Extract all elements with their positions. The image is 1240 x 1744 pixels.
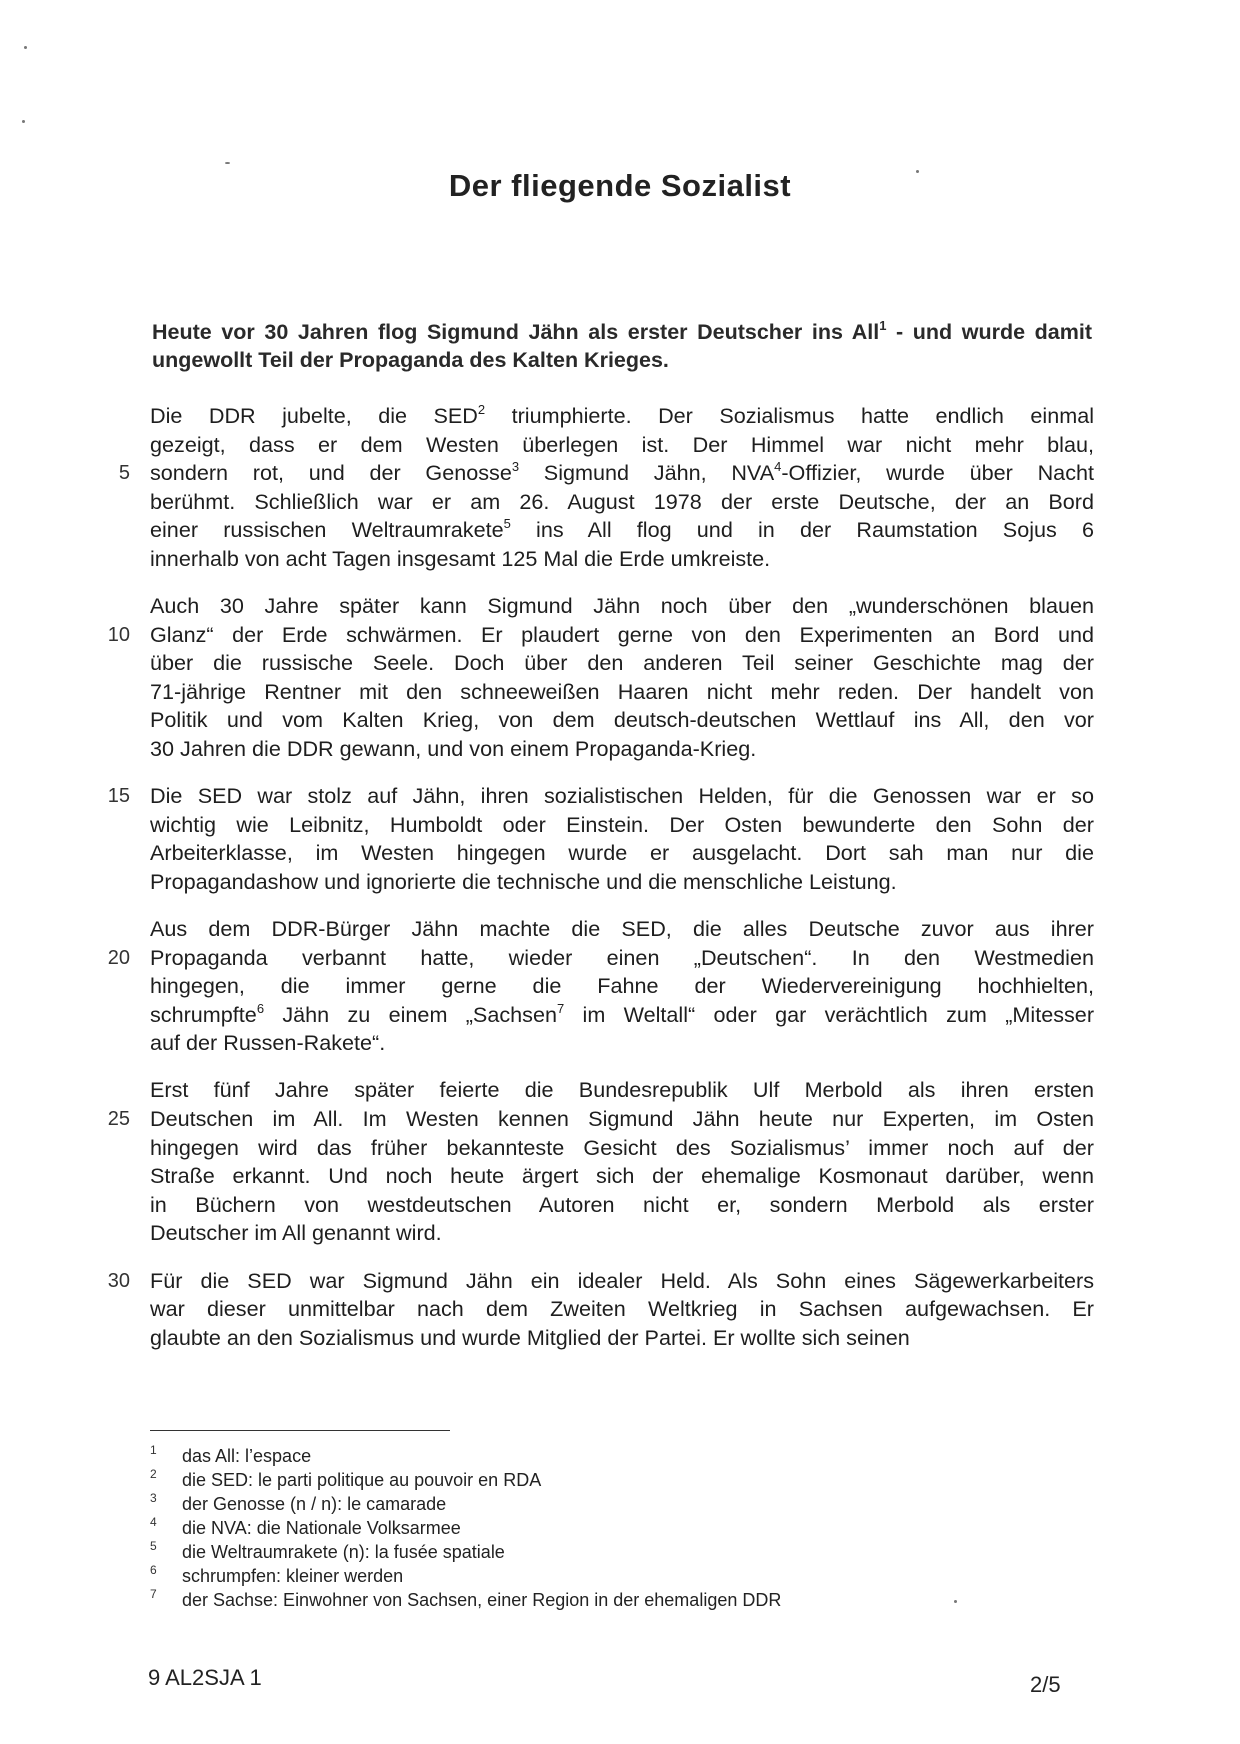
footnote-ref: 6	[256, 1000, 265, 1016]
footnote-text: der Genosse (n / n): le camarade	[182, 1494, 447, 1514]
line-text: Aus dem DDR-Bürger Jähn machte die SED, die alles Deutsche zuvor aus ihrer	[150, 916, 1094, 941]
line-text: Politik und vom Kalten Krieg, von dem deutsch-deutschen Wettlauf ins All, den vor	[150, 707, 1094, 733]
text-line	[150, 839, 1094, 868]
text-line	[150, 1191, 1094, 1220]
line-text: Glanz“ der Erde schwärmen. Er plaudert gerne von den Experimenten an Bord und	[150, 621, 1094, 647]
text-line	[150, 735, 1094, 764]
footnote-text: die NVA: die Nationale Volksarmee	[182, 1518, 461, 1538]
footnote-text: das All: l’espace	[182, 1446, 312, 1466]
text-line	[150, 1076, 1094, 1105]
text-line	[107, 1105, 1094, 1134]
text-line	[150, 545, 1094, 574]
footnote	[150, 1468, 950, 1492]
article-body	[107, 402, 1095, 1371]
line-text: Die SED war stolz auf Jähn, ihren sozialistischen Helden, für die Genossen war er so	[150, 783, 1094, 809]
lead-text: - und wurde damit ungewollt Teil der Propaganda des Kalten Krieges.	[152, 320, 1092, 372]
line-text: Jähn zu einem „Sachsen	[264, 1001, 557, 1027]
line-text: Deutscher im All genannt wird.	[150, 1220, 442, 1246]
line-text: Propagandashow und ignorierte die technische und die menschliche Leistung.	[150, 868, 897, 894]
line-text: über die russische Seele. Doch über den anderen Teil seiner Geschichte mag der	[150, 650, 1094, 676]
page-number: 2/5	[1030, 1672, 1061, 1697]
line-number: 25	[107, 1108, 130, 1131]
footnote	[150, 1540, 950, 1564]
text-line	[150, 1162, 1094, 1191]
body-paragraph	[118, 402, 1095, 574]
line-number: 20	[107, 946, 130, 969]
footnote	[150, 1588, 950, 1612]
text-line	[150, 1134, 1094, 1163]
lead-paragraph	[152, 318, 1092, 374]
body-paragraph	[107, 782, 1094, 896]
line-text: Straße erkannt. Und noch heute ärgert sich der ehemalige Kosmonaut darüber, wenn	[150, 1163, 1094, 1189]
line-text: glaubte an den Sozialismus und wurde Mitglied der Partei. Er wollte sich seinen	[150, 1324, 910, 1350]
text-line	[150, 1219, 1094, 1248]
footnote-number: 6	[150, 1563, 157, 1577]
footnote-ref: 2	[477, 402, 486, 417]
text-line	[150, 488, 1094, 517]
text-line	[150, 592, 1094, 621]
line-text: berühmt. Schließlich war er am 26. August 1978 der erste Deutsche, der an Bord	[150, 488, 1094, 514]
footnote-number: 1	[150, 1443, 157, 1457]
footnote-ref: 5	[503, 516, 511, 532]
line-text: auf der Russen-Rakete“.	[150, 1030, 386, 1056]
text-line	[150, 649, 1094, 678]
line-text: sondern rot, und der Genosse	[150, 460, 512, 486]
text-line	[150, 1324, 1094, 1353]
text-line	[107, 944, 1094, 973]
line-text: Für die SED war Sigmund Jähn ein idealer Held. Als Sohn eines Sägewerkarbeiters	[150, 1267, 1094, 1293]
text-line	[150, 1295, 1094, 1324]
line-text: innerhalb von acht Tagen insgesamt 125 Mal die Erde umkreiste.	[150, 545, 771, 571]
line-text: gezeigt, dass er dem Westen überlegen ist. Der Himmel war nicht mehr blau,	[150, 431, 1094, 457]
text-line	[150, 706, 1094, 735]
scan-speck	[22, 120, 25, 123]
footnote-ref: 3	[511, 459, 520, 475]
footnote-number: 5	[150, 1539, 157, 1553]
footnote-text: schrumpfen: kleiner werden	[182, 1566, 404, 1586]
line-text: -Offizier, wurde über Nacht	[781, 460, 1094, 486]
line-text: wichtig wie Leibnitz, Humboldt oder Einstein. Der Osten bewunderte den Sohn der	[150, 811, 1094, 837]
footnote-text: die Weltraumrakete (n): la fusée spatiale	[182, 1542, 505, 1562]
footnote-ref: 7	[556, 1000, 565, 1016]
body-paragraph	[107, 592, 1094, 764]
footnote-ref: 4	[774, 459, 782, 475]
footnote-divider	[150, 1430, 450, 1431]
text-line	[107, 782, 1094, 811]
text-line	[150, 516, 1094, 545]
text-line	[107, 621, 1094, 650]
line-text: triumphierte. Der Sozialismus hatte endlich einmal	[485, 403, 1095, 428]
line-number: 10	[107, 623, 130, 646]
body-paragraph	[107, 915, 1095, 1058]
text-line	[150, 431, 1094, 460]
body-paragraph	[107, 1076, 1094, 1248]
text-line	[107, 1267, 1094, 1296]
footnote-text: die SED: le parti politique au pouvoir en RDA	[182, 1470, 542, 1490]
line-text: im Weltall“ oder gar verächtlich zum „Mitesser	[564, 1001, 1095, 1027]
scan-speck	[24, 46, 27, 49]
line-text: ins All flog und in der Raumstation Sojus 6	[510, 517, 1094, 543]
line-number: 30	[107, 1269, 130, 1292]
footnotes-list	[150, 1444, 950, 1612]
text-line	[150, 972, 1094, 1001]
line-text: Deutschen im All. Im Westen kennen Sigmund Jähn heute nur Experten, im Osten	[150, 1106, 1094, 1132]
scan-speck	[225, 162, 230, 164]
line-text: in Büchern von westdeutschen Autoren nicht er, sondern Merbold als erster	[150, 1191, 1094, 1217]
line-text: Erst fünf Jahre später feierte die Bundesrepublik Ulf Merbold als ihren ersten	[150, 1077, 1094, 1103]
line-text: Arbeiterklasse, im Westen hingegen wurde er ausgelacht. Dort sah man nur die	[150, 840, 1094, 866]
line-text: war dieser unmittelbar nach dem Zweiten Weltkrieg in Sachsen aufgewachsen. Er	[150, 1296, 1094, 1322]
footnote-text: der Sachse: Einwohner von Sachsen, einer Region in der ehemaligen DDR	[182, 1590, 782, 1610]
text-line	[150, 868, 1094, 897]
text-line	[150, 915, 1094, 944]
text-line	[150, 811, 1094, 840]
line-text: Die DDR jubelte, die SED	[150, 403, 478, 428]
text-line	[150, 1001, 1094, 1030]
footnote	[150, 1492, 950, 1516]
footnote	[150, 1444, 950, 1468]
line-text: einer russischen Weltraumrakete	[150, 517, 504, 543]
scan-speck	[916, 170, 919, 173]
body-paragraph	[107, 1267, 1094, 1353]
line-text: 71-jährige Rentner mit den schneeweißen Haaren nicht mehr reden. Der handelt von	[150, 678, 1094, 704]
line-text: 30 Jahren die DDR gewann, und von einem Propaganda-Krieg.	[150, 736, 757, 762]
footnote-number: 3	[150, 1491, 157, 1505]
footnote-number: 7	[150, 1587, 157, 1601]
article-title: Der fliegende Sozialist	[448, 168, 792, 203]
line-text: schrumpfte	[150, 1001, 257, 1027]
line-text: hingegen wird das früher bekannteste Gesicht des Sozialismus’ immer noch auf der	[150, 1134, 1094, 1160]
text-line	[150, 402, 1094, 431]
text-line	[118, 459, 1094, 488]
scan-speck	[954, 1600, 957, 1603]
lead-text: Heute vor 30 Jahren flog Sigmund Jähn als erster Deutscher ins All	[152, 320, 880, 344]
footnote-ref: 1	[879, 318, 887, 333]
footnote	[150, 1516, 950, 1540]
text-line	[150, 1029, 1094, 1058]
footnote-number: 2	[150, 1467, 157, 1481]
line-number: 5	[118, 462, 130, 485]
line-number: 15	[107, 785, 130, 808]
line-text: Auch 30 Jahre später kann Sigmund Jähn noch über den „wunderschönen blauen	[150, 593, 1094, 619]
line-text: Sigmund Jähn, NVA	[519, 460, 775, 486]
footnote	[150, 1564, 950, 1588]
exam-code: 9 AL2SJA 1	[148, 1665, 262, 1690]
line-text: Propaganda verbannt hatte, wieder einen „Deutschen“. In den Westmedien	[150, 944, 1094, 970]
footnote-number: 4	[150, 1515, 157, 1529]
line-text: hingegen, die immer gerne die Fahne der Wiedervereinigung hochhielten,	[150, 973, 1094, 999]
text-line	[150, 678, 1094, 707]
